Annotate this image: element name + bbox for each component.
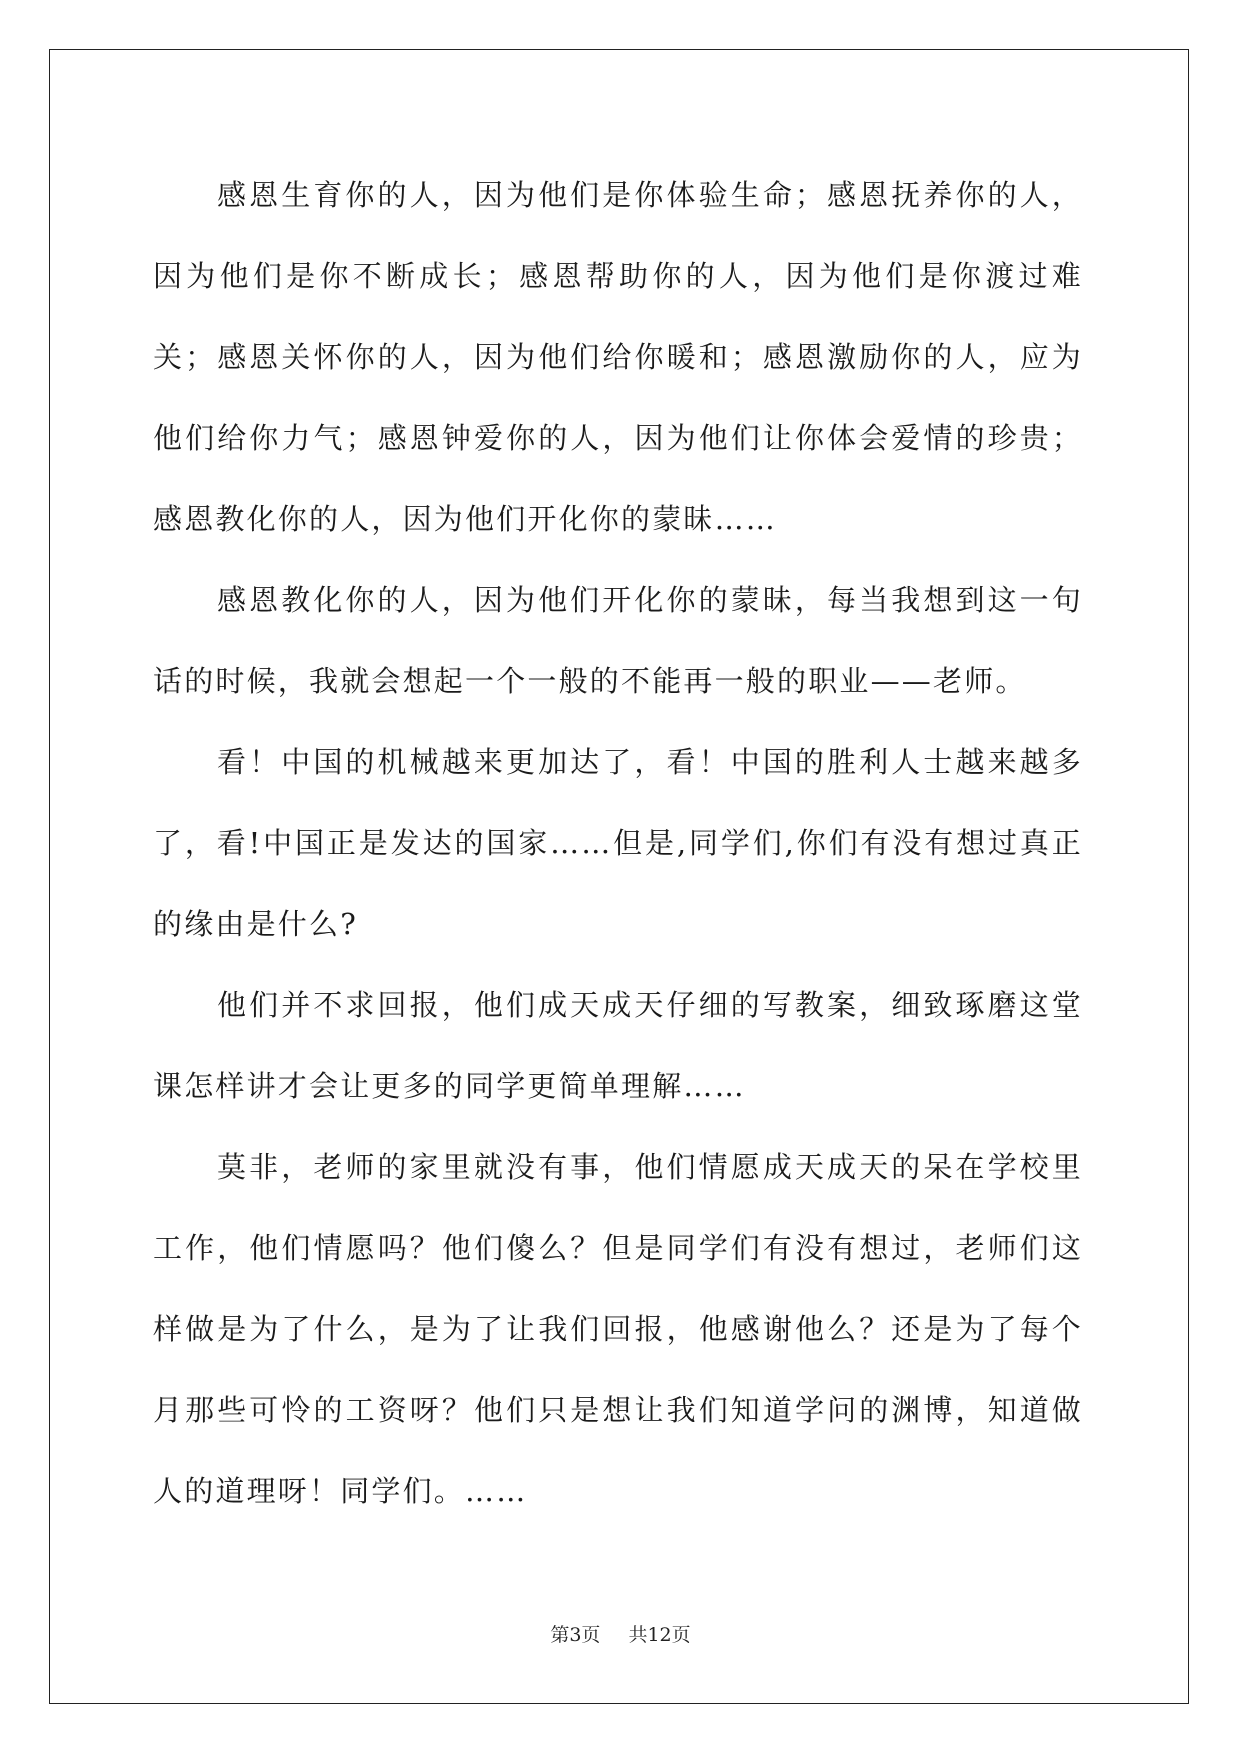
paragraph: 感恩生育你的人，因为他们是你体验生命；感恩抚养你的人，因为他们是你不断成长；感恩帮助你的人，因为他们是你渡过难关；感恩关怀你的人，因为他们给你暖和；感恩激励你的人，应为他们给你力气；感恩钟爱你的人，因为他们让你体会爱情的珍贵；感恩教化你的人，因为他们开化你的蒙昧…… [153, 178, 1083, 536]
document-body [153, 155, 1083, 1532]
page-number: 第3页 [550, 1624, 601, 1646]
paragraph: 他们并不求回报，他们成天成天仔细的写教案，细致琢磨这堂课怎样讲才会让更多的同学更简单理解…… [153, 988, 1083, 1103]
page-footer [0, 1620, 1241, 1647]
paragraph: 感恩教化你的人，因为他们开化你的蒙昧，每当我想到这一句话的时候，我就会想起一个一般的不能再一般的职业——老师。 [153, 583, 1083, 698]
paragraph: 看！中国的机械越来更加达了，看！中国的胜利人士越来越多了，看!中国正是发达的国家……但是,同学们,你们有没有想过真正的缘由是什么? [153, 745, 1083, 941]
paragraph: 莫非，老师的家里就没有事，他们情愿成天成天的呆在学校里工作，他们情愿吗？他们傻么？但是同学们有没有想过，老师们这样做是为了什么，是为了让我们回报，他感谢他么？还是为了每个月那些可怜的工资呀？他们只是想让我们知道学问的渊博，知道做人的道理呀！同学们。…… [153, 1150, 1083, 1508]
page-total: 共12页 [628, 1624, 691, 1646]
